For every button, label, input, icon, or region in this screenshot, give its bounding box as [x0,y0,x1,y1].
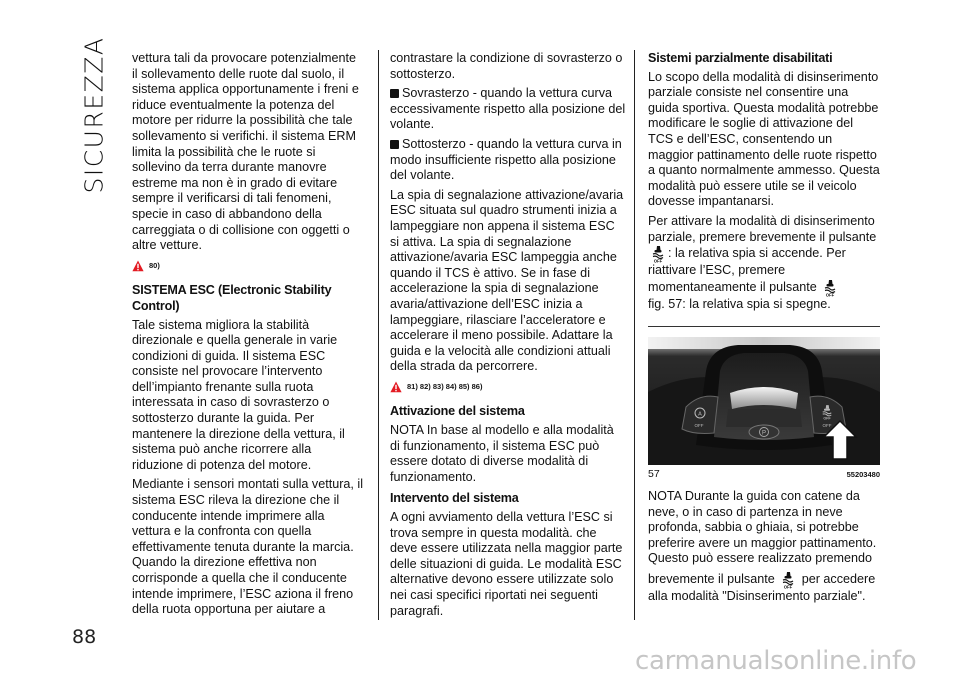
figure-top-rule [648,326,880,327]
warning-references-text: 81) 82) 83) 84) 85) 86) [407,381,483,391]
text-run: brevemente il pulsante [648,571,775,586]
button-label: OFF [694,423,704,429]
bullet-square-icon [390,140,399,149]
watermark: carmanualsonline.info [635,646,917,676]
figure-code: 55203480 [846,470,880,480]
paragraph-with-icons [648,214,880,312]
warning-reference[interactable] [132,258,364,274]
paragraph: NOTA In base al modello e alla modalità di funzionamento, il sistema ESC può essere dotato di diverse modalità di funzionamento. [390,423,614,484]
parking-label: P [761,430,767,437]
paragraph-with-icons [648,571,880,605]
text-run: per accedere alla modalità "Disinserimento parziale". [648,571,876,603]
text-run: : la relativa spia si accende. Per riattivare l’ESC, premere momentaneamente il pulsante [648,246,846,294]
section-title [74,36,114,194]
section-heading: SISTEMA ESC (Electronic Stability Control) [132,283,332,313]
subsection-heading: Intervento del sistema [390,491,519,506]
paragraph: La spia di segnalazione attivazione/avaria ESC situata sul quadro strumenti inizia a lampeggiare non appena il sistema ESC si attiva. La spia di segnalazione attivazione/avaria ESC lampeggia anche quando il TCS è attivo. Se in fase di accelerazione la spia di segnalazione avaria/attivazione dell’ESC inizia a lampeggiare, rilasciare l’acceleratore e accelerare il meno possibile. Adattare la guida e la velocità alle condizioni attuali della strada da percorrere. [390,187,624,374]
warning-triangle-icon [132,260,144,272]
column-2 [390,51,626,623]
bullet-item [390,137,626,184]
warning-references[interactable] [390,379,626,395]
subsection-heading: Sistemi parzialmente disabilitati [648,51,833,65]
subsection-heading: Attivazione del sistema [390,404,525,419]
bullet-text: Sottosterzo - quando la vettura curva in modo insufficiente rispetto alla posizione del volante. [390,136,622,183]
warning-reference-text: 80) [149,260,160,270]
console-illustration [648,337,880,465]
paragraph: vettura tali da provocare potenzialmente il sollevamento delle ruote dal suolo, il sistema applica opportunamente i freni e riduce eventualmente la potenza del motore per ridurre la possibilità che tale sollevamento si verifichi. il sistema ERM limita la possibilità che le ruote si sollevino da terra durante manovre estreme ma non è in grado di evitare sempre il verificarsi di tali fenomeni, specie in caso di abbandono della carreggiata o di collisione con oggetti o altre vetture. [132,51,359,253]
paragraph: A ogni avviamento della vettura l’ESC si trova sempre in questa modalità. che deve essere utilizzata nella maggior parte delle situazioni di guida. Le modalità ESC alternative devono essere utilizzate solo nei casi specifici riportati nei seguenti paragrafi. [390,510,623,618]
bullet-square-icon [390,89,399,98]
figure-caption [648,467,880,483]
esc-off-button-icon [651,245,665,263]
esc-off-button-icon [823,279,837,297]
esc-off-button-icon [781,571,795,589]
bullet-text: Sovrasterzo - quando la vettura curva eccessivamente rispetto alla posizione del volante. [390,86,626,132]
warning-triangle-icon [390,381,402,393]
paragraph: Mediante i sensori montati sulla vettura, il sistema ESC rileva la direzione che il conducente intende imprimere alla vettura e la confronta con quella effettivamente tenuta durante la marcia. Quando la direzione effettiva non corrisponde a quella che il conducente intende imprimere, l’ESC aziona il freno della ruota opportuna per aiutare a [132,477,363,617]
svg-text:A: A [698,411,702,418]
section-title-text: SICUREZZA [79,36,109,194]
text-run: Per attivare la modalità di disinserimento parziale, premere brevemente il pulsante [648,213,877,244]
text-run: fig. 57: la relativa spia si spegne. [648,296,831,311]
bullet-item [390,86,626,133]
paragraph: NOTA Durante la guida con catene da neve, o in caso di partenza in neve profonda, sabbia o ghiaia, si potrebbe preferire avere un maggior pattinamento. Questo può essere realizzato premendo [648,488,877,566]
figure-number: 57 [648,468,660,481]
figure-esc-button [648,337,880,465]
button-label: OFF [822,423,832,429]
paragraph: Lo scopo della modalità di disinserimento parziale consiste nel consentire una guida sportiva. Questa modalità potrebbe modificare le soglie di attivazione del TCS e dell’ESC, consentendo un maggior pattinamento delle ruote rispetto a quanto normalmente ammesso. Questa modalità può essere utile se il veicolo dovesse impantanarsi. [648,69,880,209]
column-divider [634,50,635,620]
paragraph: Tale sistema migliora la stabilità direzionale e quella generale in varie condizioni di guida. Il sistema ESC consiste nel provocare l’intervento dell’impianto frenante sulla ruota interessata in caso di sovrasterzo o sottosterzo durante la guida. Per mantenere la direzione della vettura, il sistema può anche ricorrere alla riduzione di potenza del motore. [132,317,345,472]
page-number: 88 [72,626,97,648]
column-divider [378,50,379,620]
paragraph: contrastare la condizione di sovrasterzo o sottosterzo. [390,51,623,81]
column-1 [132,51,364,622]
column-3 [648,51,880,608]
